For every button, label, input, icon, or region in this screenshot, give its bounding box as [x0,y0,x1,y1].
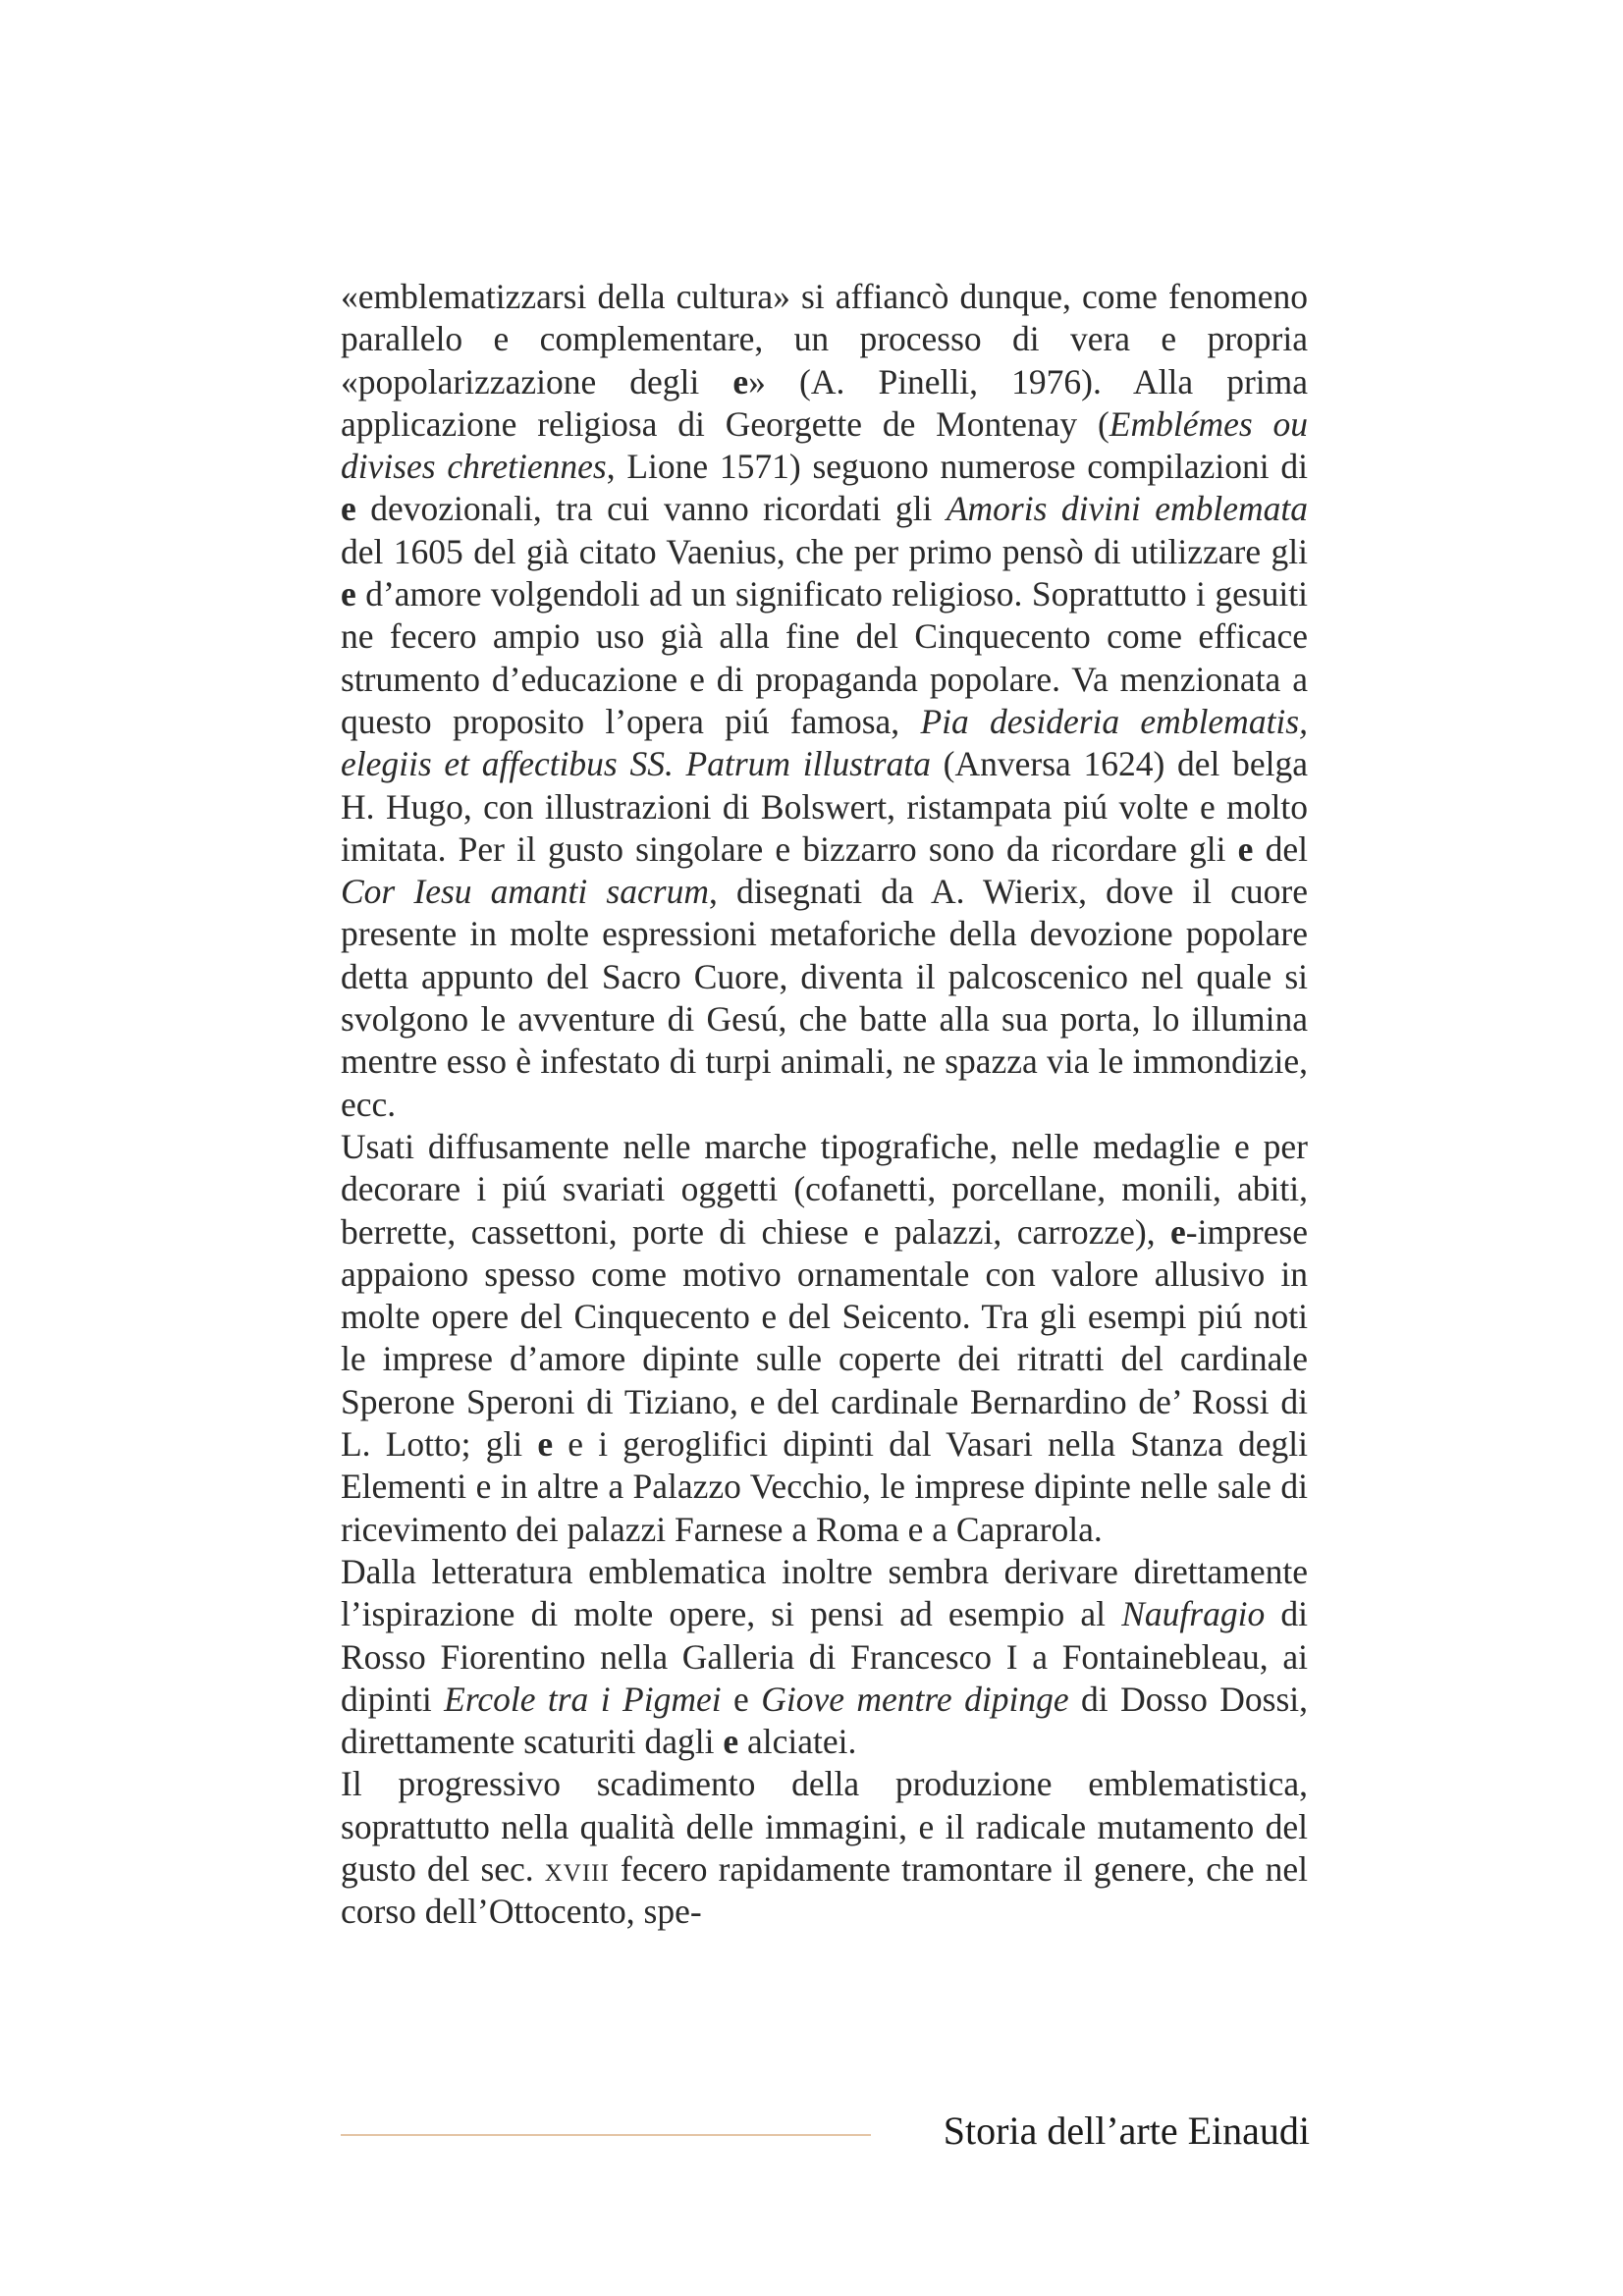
italic-title: Cor Iesu amanti sacrum [341,872,709,912]
text-run: e [721,1679,762,1719]
text-run: Dalla letteratura emblematica inoltre sembra derivare direttamente l’ispirazione di molte opere, si pensi ad esempio al [341,1551,1308,1634]
text-run: -imprese appaiono spesso come motivo ornamentale con valore allusivo in molte opere del Cinquecento e del Seicento. Tra gli esempi piú noti le imprese d’amore dipinte sulle coperte dei ritratti del cardinale Sperone Speroni di Tiziano, e del cardinale Bernardino de’ Rossi di L. Lotto; gli [341,1211,1308,1465]
italic-title: Ercole tra i Pigmei [444,1679,722,1719]
text-run: d’amore volgendoli ad un significato religioso. Soprattutto i gesuiti ne fecero ampio uso già alla fine del Cinquecento come efficace strumento d’educazione e di propaganda popolare. Va menzionata a questo proposito l’opera piú famosa, [341,574,1308,741]
paragraph [341,1763,1308,1933]
text-run: , Lione 1571) seguono numerose compilazioni di [606,447,1308,487]
text-run: e i geroglifici dipinti dal Vasari nella Stanza degli Elementi e in altre a Palazzo Vecchio, le imprese dipinte nelle sale di ricevimento dei palazzi Farnese a Roma e a Caprarola. [341,1424,1308,1549]
text-run: di Rosso Fiorentino nella Galleria di Francesco I a Fontainebleau, ai dipinti [341,1594,1308,1719]
text-run: xviii [544,1848,610,1889]
text-run: alciatei. [738,1722,857,1762]
text-run: «emblematizzarsi della cultura» si affiancò dunque, come fenomeno parallelo e complementare, un processo di vera e propria «popolarizzazione degli [341,277,1308,401]
paragraph [341,276,1308,1126]
footer-title: Storia dell’arte Einaudi [943,2109,1310,2153]
text-run: del [1253,828,1308,869]
paragraph [341,1551,1308,1763]
text-run: del 1605 del già citato Vaenius, che per primo pensò di utilizzare gli [341,531,1308,571]
text-run: , disegnati da A. Wierix, dove il cuore presente in molte espressioni metaforiche della devozione popolare detta appunto del Sacro Cuore, diventa il palcoscenico nel quale si svolgono le avventure di Gesú, che batte alla sua porta, lo illumina mentre esso è infestato di turpi animali, ne spazza via le immondizie, ecc. [341,872,1308,1124]
emblem-abbrev: e [537,1424,554,1465]
emblem-abbrev: e [341,489,356,529]
text-run: Il progressivo scadimento della produzione emblematistica, soprattutto nella qualità delle immagini, e il radicale mutamento del gusto del sec. [341,1764,1308,1889]
emblem-abbrev: e [1170,1211,1186,1252]
text-run: » (A. Pinelli, 1976). Alla prima applicazione religiosa di Georgette de Montenay ( [341,361,1308,444]
italic-title: Naufragio [1121,1594,1266,1634]
text-run: di Dosso Dossi, direttamente scaturiti dagli [341,1679,1309,1762]
italic-title: Amoris divini emblemata [946,489,1308,529]
emblem-abbrev: e [723,1722,739,1762]
text-run: devozionali, tra cui vanno ricordati gli [355,489,947,529]
emblem-abbrev: e [732,361,749,401]
italic-title: Pia desideria emblematis, elegiis et affectibus SS. Patrum illustrata [341,701,1308,784]
footer-rule [341,2134,871,2136]
paragraph [341,1126,1308,1551]
emblem-abbrev: e [1237,828,1254,869]
body-text [341,276,1308,1934]
text-run: Usati diffusamente nelle marche tipografiche, nelle medaglie e per decorare i piú svariati oggetti (cofanetti, porcellane, monili, abiti, berrette, cassettoni, porte di chiese e palazzi, carrozze), [341,1126,1308,1252]
italic-title: Giove mentre dipinge [761,1679,1069,1719]
text-run: fecero rapidamente tramontare il genere, che nel corso dell’Ottocento, spe- [341,1848,1308,1932]
emblem-abbrev: e [341,574,356,614]
italic-title: Emblémes ou divises chretiennes [341,403,1308,487]
text-run: (Anversa 1624) del belga H. Hugo, con illustrazioni di Bolswert, ristampata piú volte e molto imitata. Per il gusto singolare e bizzarro sono da ricordare gli [341,744,1308,869]
